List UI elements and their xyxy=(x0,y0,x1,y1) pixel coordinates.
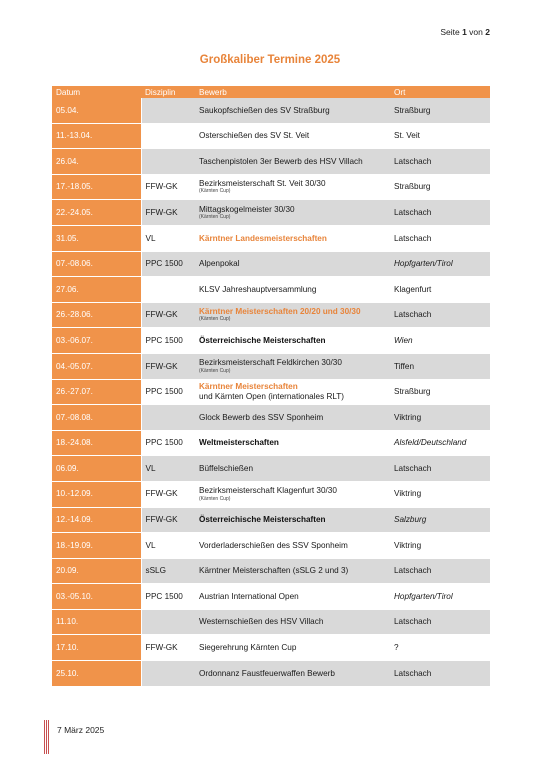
cell-date: 04.-05.07. xyxy=(52,353,141,379)
cell-date: 22.-24.05. xyxy=(52,200,141,226)
event-name: Bezirksmeisterschaft St. Veit 30/30 xyxy=(199,178,326,188)
table-row xyxy=(52,277,490,303)
table-row xyxy=(52,251,490,277)
cell-discipline: FFW-GK xyxy=(141,635,195,661)
column-header-discipline: Disziplin xyxy=(141,86,195,98)
cell-place: Latschach xyxy=(390,225,490,251)
table-row xyxy=(52,533,490,559)
cell-place: Latschach xyxy=(390,149,490,175)
table-row xyxy=(52,200,490,226)
table-row xyxy=(52,379,490,405)
cell-event xyxy=(195,225,390,251)
event-name: Mittagskogelmeister 30/30 xyxy=(199,204,295,214)
table-row xyxy=(52,507,490,533)
cell-date: 03.-05.10. xyxy=(52,584,141,610)
cell-date: 31.05. xyxy=(52,225,141,251)
table-row xyxy=(52,174,490,200)
cell-discipline xyxy=(141,661,195,687)
cell-event xyxy=(195,123,390,149)
table-row xyxy=(52,302,490,328)
event-cup-note: (Kärnten Cup) xyxy=(199,367,231,374)
column-header-event: Bewerb xyxy=(195,86,390,98)
table-row xyxy=(52,123,490,149)
footer-decoration xyxy=(44,720,50,754)
cell-event xyxy=(195,609,390,635)
cell-date: 26.04. xyxy=(52,149,141,175)
cell-event xyxy=(195,200,390,226)
cell-discipline xyxy=(141,149,195,175)
cell-event xyxy=(195,98,390,123)
event-name: Alpenpokal xyxy=(199,259,240,269)
cell-place: Wien xyxy=(390,328,490,354)
cell-place: Hopfgarten/Tirol xyxy=(390,584,490,610)
table-row xyxy=(52,609,490,635)
table-row xyxy=(52,328,490,354)
cell-event xyxy=(195,456,390,482)
table-row xyxy=(52,558,490,584)
cell-date: 25.10. xyxy=(52,661,141,687)
cell-discipline: PPC 1500 xyxy=(141,328,195,354)
page-prefix: Seite xyxy=(440,27,460,37)
table-header-row xyxy=(52,86,490,98)
cell-event xyxy=(195,302,390,328)
cell-place: ? xyxy=(390,635,490,661)
event-name: Kärntner Meisterschaften 20/20 und 30/30 xyxy=(199,306,361,316)
page-sep: von xyxy=(469,27,483,37)
event-name: Taschenpistolen 3er Bewerb des HSV Villach xyxy=(199,156,363,166)
cell-discipline xyxy=(141,98,195,123)
event-name: Osterschießen des SV St. Veit xyxy=(199,131,310,141)
event-cup-note: (Kärnten Cup) xyxy=(199,495,231,502)
cell-event xyxy=(195,174,390,200)
cell-place: Alsfeld/Deutschland xyxy=(390,430,490,456)
event-name: Österreichische Meisterschaften xyxy=(199,335,326,345)
cell-discipline: PPC 1500 xyxy=(141,430,195,456)
cell-event xyxy=(195,635,390,661)
cell-date: 06.09. xyxy=(52,456,141,482)
cell-event xyxy=(195,353,390,379)
cell-place: Latschach xyxy=(390,558,490,584)
table-row xyxy=(52,149,490,175)
cell-place: Viktring xyxy=(390,533,490,559)
page-number xyxy=(440,27,490,37)
cell-event xyxy=(195,558,390,584)
cell-date: 27.06. xyxy=(52,277,141,303)
cell-event xyxy=(195,328,390,354)
cell-place: Latschach xyxy=(390,661,490,687)
cell-discipline: FFW-GK xyxy=(141,174,195,200)
cell-place: Latschach xyxy=(390,200,490,226)
cell-event xyxy=(195,430,390,456)
page-current: 1 xyxy=(462,27,467,37)
schedule-body xyxy=(52,98,490,686)
event-name: Kärntner Meisterschaften xyxy=(199,382,298,392)
event-name: Ordonnanz Faustfeuerwaffen Bewerb xyxy=(199,668,335,678)
cell-place: Hopfgarten/Tirol xyxy=(390,251,490,277)
cell-place: Straßburg xyxy=(390,379,490,405)
event-name: Vorderladerschießen des SSV Sponheim xyxy=(199,540,348,550)
cell-place: Salzburg xyxy=(390,507,490,533)
event-subline: und Kärnten Open (internationales RLT) xyxy=(199,391,345,401)
cell-event xyxy=(195,481,390,507)
event-name: Bezirksmeisterschaft Feldkirchen 30/30 xyxy=(199,358,342,368)
cell-discipline xyxy=(141,609,195,635)
cell-date: 20.09. xyxy=(52,558,141,584)
cell-discipline: VL xyxy=(141,225,195,251)
table-row xyxy=(52,98,490,123)
table-row xyxy=(52,661,490,687)
cell-event xyxy=(195,661,390,687)
document-title: Großkaliber Termine 2025 xyxy=(199,54,341,66)
event-cup-note: (Kärnten Cup) xyxy=(199,188,231,195)
cell-event xyxy=(195,533,390,559)
cell-event xyxy=(195,405,390,431)
column-header-date: Datum xyxy=(52,86,141,98)
cell-place: Latschach xyxy=(390,302,490,328)
page-total: 2 xyxy=(485,27,490,37)
cell-discipline: PPC 1500 xyxy=(141,584,195,610)
event-name: Glock Bewerb des SSV Sponheim xyxy=(199,412,324,422)
cell-discipline xyxy=(141,405,195,431)
event-cup-note: (Kärnten Cup) xyxy=(199,316,231,323)
cell-date: 05.04. xyxy=(52,98,141,123)
cell-discipline: FFW-GK xyxy=(141,200,195,226)
table-row xyxy=(52,353,490,379)
event-name: Bezirksmeisterschaft Klagenfurt 30/30 xyxy=(199,486,337,496)
cell-place: Straßburg xyxy=(390,174,490,200)
cell-discipline xyxy=(141,277,195,303)
cell-date: 17.-18.05. xyxy=(52,174,141,200)
table-row xyxy=(52,430,490,456)
footer-date: 7 März 2025 xyxy=(57,725,105,735)
cell-discipline: PPC 1500 xyxy=(141,251,195,277)
cell-date: 18.-19.09. xyxy=(52,533,141,559)
cell-discipline: sSLG xyxy=(141,558,195,584)
cell-place: Tiffen xyxy=(390,353,490,379)
table-row xyxy=(52,456,490,482)
cell-place: Latschach xyxy=(390,609,490,635)
table-row xyxy=(52,405,490,431)
event-name: KLSV Jahreshauptversammlung xyxy=(199,284,317,294)
cell-event xyxy=(195,149,390,175)
cell-event xyxy=(195,507,390,533)
event-name: Westernschießen des HSV Villach xyxy=(199,617,324,627)
cell-discipline: VL xyxy=(141,456,195,482)
cell-date: 03.-06.07. xyxy=(52,328,141,354)
cell-place: Klagenfurt xyxy=(390,277,490,303)
event-name: Weltmeisterschaften xyxy=(199,438,279,448)
cell-place: St. Veit xyxy=(390,123,490,149)
cell-date: 26.-27.07. xyxy=(52,379,141,405)
cell-date: 07.-08.06. xyxy=(52,251,141,277)
cell-discipline: FFW-GK xyxy=(141,302,195,328)
table-row xyxy=(52,225,490,251)
cell-discipline xyxy=(141,123,195,149)
cell-discipline: FFW-GK xyxy=(141,481,195,507)
cell-place: Viktring xyxy=(390,405,490,431)
table-row xyxy=(52,481,490,507)
event-name: Siegerehrung Kärnten Cup xyxy=(199,643,297,653)
cell-date: 17.10. xyxy=(52,635,141,661)
event-name: Österreichische Meisterschaften xyxy=(199,515,326,525)
event-name: Büffelschießen xyxy=(199,463,254,473)
cell-date: 26.-28.06. xyxy=(52,302,141,328)
cell-discipline: VL xyxy=(141,533,195,559)
cell-place: Viktring xyxy=(390,481,490,507)
cell-place: Straßburg xyxy=(390,98,490,123)
table-row xyxy=(52,584,490,610)
event-name: Kärntner Landesmeisterschaften xyxy=(199,233,327,243)
cell-date: 18.-24.08. xyxy=(52,430,141,456)
cell-date: 12.-14.09. xyxy=(52,507,141,533)
schedule-table xyxy=(52,86,490,687)
cell-date: 07.-08.08. xyxy=(52,405,141,431)
cell-event xyxy=(195,584,390,610)
event-name: Saukopfschießen des SV Straßburg xyxy=(199,105,330,115)
event-name: Austrian International Open xyxy=(199,591,299,601)
cell-discipline: FFW-GK xyxy=(141,507,195,533)
column-header-place: Ort xyxy=(390,86,490,98)
event-cup-note: (Kärnten Cup) xyxy=(199,214,231,220)
cell-place: Latschach xyxy=(390,456,490,482)
cell-event xyxy=(195,277,390,303)
cell-discipline: PPC 1500 xyxy=(141,379,195,405)
event-name: Kärntner Meisterschaften (sSLG 2 und 3) xyxy=(199,566,349,576)
cell-date: 10.-12.09. xyxy=(52,481,141,507)
cell-event xyxy=(195,251,390,277)
cell-discipline: FFW-GK xyxy=(141,353,195,379)
cell-date: 11.10. xyxy=(52,609,141,635)
cell-date: 11.-13.04. xyxy=(52,123,141,149)
cell-event xyxy=(195,379,390,405)
table-row xyxy=(52,635,490,661)
